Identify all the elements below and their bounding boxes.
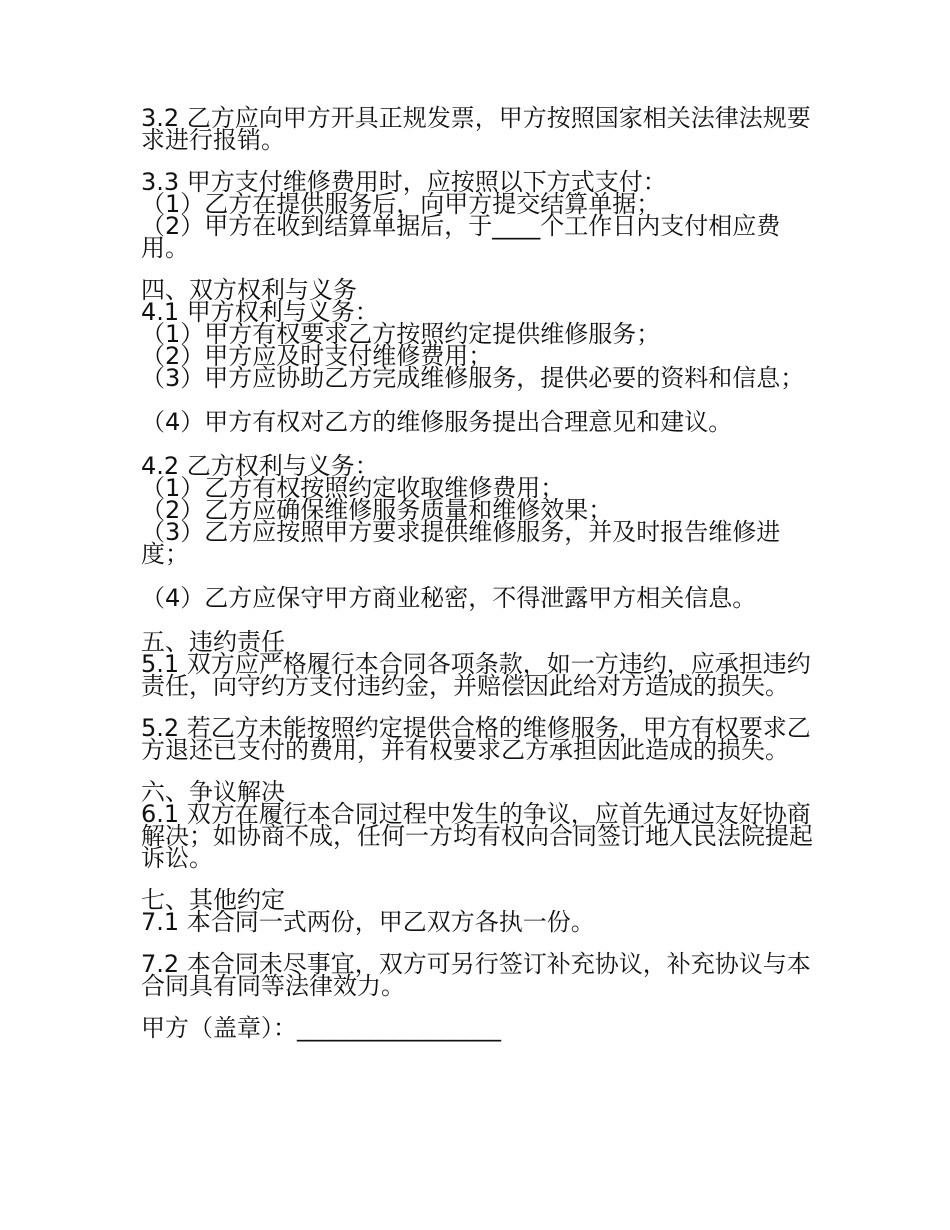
clause-4-2-item-1: （1）乙方有权按照约定收取维修费用；: [141, 474, 565, 502]
clause-5-2: 5.2 若乙方未能按照约定提供合格的维修服务，甲方有权要求乙方退还已支付的费用，并有权要求乙方承担因此造成的损失。: [141, 714, 811, 764]
section-7-title: 七、其他约定: [141, 886, 285, 914]
clause-7-2: 7.2 本合同未尽事宜，双方可另行签订补充协议，补充协议与本合同具有同等法律效力。: [141, 950, 811, 1000]
clause-7-1: 7.1 本合同一式两份，甲乙双方各执一份。: [141, 908, 595, 936]
contract-body: [141, 104, 813, 1042]
section-5-title: 五、违约责任: [141, 628, 285, 656]
clause-4-1: 4.1 甲方权利与义务：: [141, 298, 379, 326]
clause-5-1: 5.1 双方应严格履行本合同各项条款，如一方违约，应承担违约责任，向守约方支付违约金，并赔偿因此给对方造成的损失。: [141, 650, 811, 700]
clause-4-1-item-3: （3）甲方应协助乙方完成维修服务，提供必要的资料和信息；: [141, 364, 805, 392]
clause-3-3: 3.3 甲方支付维修费用时，应按照以下方式支付：: [141, 168, 667, 196]
clause-4-2-item-2: （2）乙方应确保维修服务质量和维修效果；: [141, 496, 613, 524]
clause-3-2: 3.2 乙方应向甲方开具正规发票，甲方按照国家相关法律法规要求进行报销。: [141, 104, 811, 154]
clause-6-1: 6.1 双方在履行本合同过程中发生的争议，应首先通过友好协商解决；如协商不成，任何一方均有权向合同签订地人民法院提起诉讼。: [141, 800, 813, 872]
clause-4-2-item-3: （3）乙方应按照甲方要求提供维修服务，并及时报告维修进度；: [141, 518, 781, 568]
signature-party-a: 甲方（盖章）：_________________: [141, 1014, 501, 1042]
section-6-title: 六、争议解决: [141, 778, 285, 806]
clause-4-1-item-1: （1）甲方有权要求乙方按照约定提供维修服务；: [141, 320, 661, 348]
section-4-title: 四、双方权利与义务: [141, 276, 357, 304]
clause-3-3-item-2: （2）甲方在收到结算单据后，于____个工作日内支付相应费用。: [141, 212, 781, 262]
clause-4-2-item-4: （4）乙方应保守甲方商业秘密，不得泄露甲方相关信息。: [141, 584, 757, 612]
clause-4-1-item-2: （2）甲方应及时支付维修费用；: [141, 342, 493, 370]
clause-4-2: 4.2 乙方权利与义务：: [141, 452, 379, 480]
clause-3-3-item-1: （1）乙方在提供服务后，向甲方提交结算单据；: [141, 190, 661, 218]
clause-4-1-item-4: （4）甲方有权对乙方的维修服务提出合理意见和建议。: [141, 408, 733, 436]
